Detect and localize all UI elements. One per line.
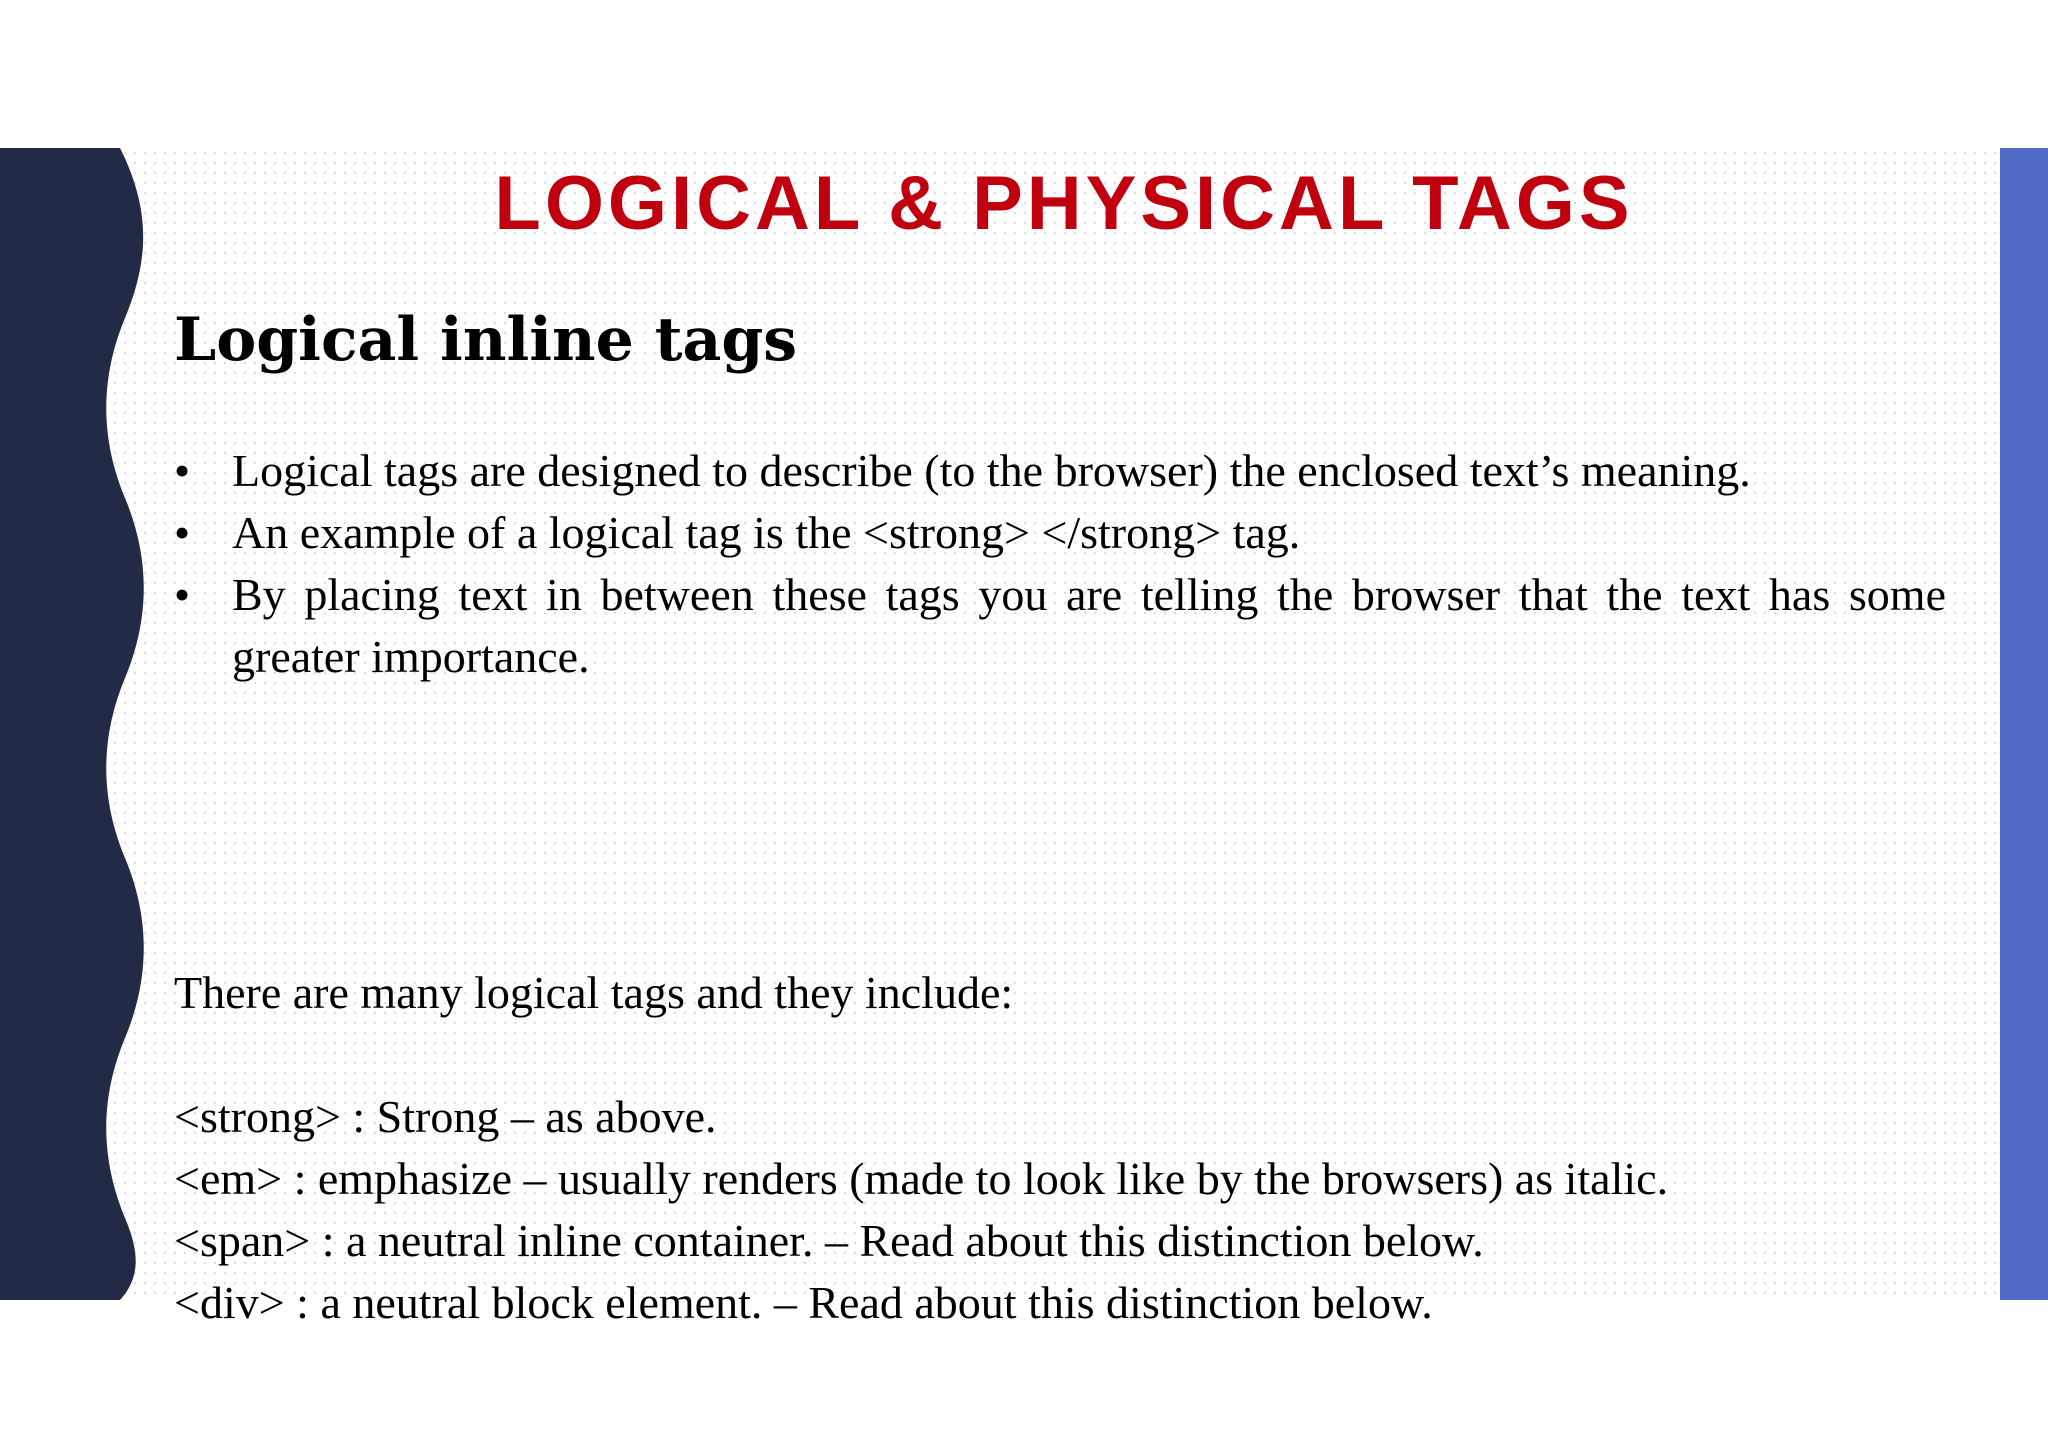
bullet-list (174, 440, 1946, 688)
wavy-left-band (0, 148, 160, 1300)
tag-item-div: <div> : a neutral block element. – Read about this distinction below. (174, 1277, 1433, 1328)
intro-text: There are many logical tags and they include: (174, 967, 1014, 1018)
bullet-item (174, 502, 1946, 564)
tag-item-strong: <strong> : Strong – as above. (174, 1091, 717, 1142)
bullet-icon: • (174, 445, 191, 496)
bullet-item (174, 440, 1946, 502)
section-heading: Logical inline tags (174, 305, 798, 375)
tag-item-span: <span> : a neutral inline container. – Read about this distinction below. (174, 1215, 1484, 1266)
bullet-text: By placing text in between these tags you are telling the browser that the text has some greater importance. (232, 569, 1946, 682)
slide (0, 148, 2048, 1328)
slide-title: LOGICAL & PHYSICAL TAGS (494, 161, 1634, 246)
bullet-text: Logical tags are designed to describe (to the browser) the enclosed text’s meaning. (232, 445, 1751, 496)
right-accent-band (2000, 148, 2048, 1300)
bullet-icon: • (174, 569, 191, 620)
bullet-text: An example of a logical tag is the <strong> </strong> tag. (232, 507, 1301, 558)
tag-item-em: <em> : emphasize – usually renders (made to look like by the browsers) as italic. (174, 1153, 1669, 1204)
bullet-icon: • (174, 507, 191, 558)
tag-list (174, 1086, 1668, 1334)
bullet-item (174, 564, 1946, 688)
